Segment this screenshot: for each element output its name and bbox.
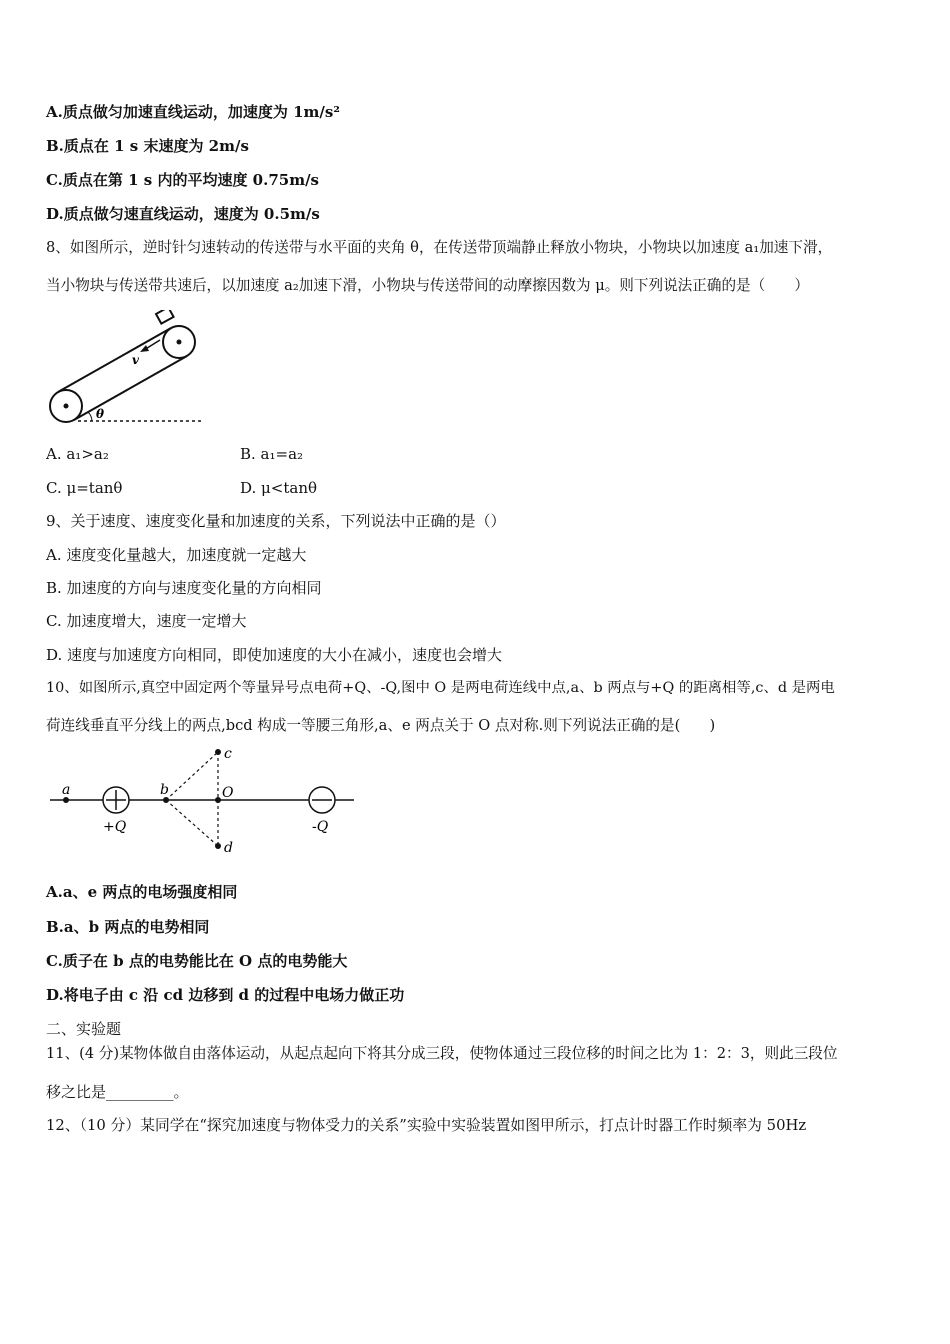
side-bd xyxy=(166,800,218,846)
conveyor-belt-figure xyxy=(44,310,204,430)
small-block xyxy=(156,310,174,324)
section-heading: 二、实验题 xyxy=(46,1020,122,1038)
q7-option-b: B.质点在 1 s 末速度为 2m/s xyxy=(46,137,249,155)
q8-stem-line2: 当小物块与传送带共速后，以加速度 a₂加速下滑，小物块与传送带间的动摩擦因数为 μ。则下列说法正确的是（ ） xyxy=(46,277,810,294)
q8-option-b: B. a₁=a₂ xyxy=(240,445,304,463)
label-d: d xyxy=(224,840,233,856)
side-bc xyxy=(166,752,218,800)
q10-option-b: B.a、b 两点的电势相同 xyxy=(46,918,210,936)
q8-stem-line1: 8、如图所示，逆时针匀速转动的传送带与水平面的夹角 θ，在传送带顶端静止释放小物块，小物块以加速度 a₁加速下滑， xyxy=(46,239,833,256)
q10-option-d: D.将电子由 c 沿 cd 边移到 d 的过程中电场力做正功 xyxy=(46,986,405,1004)
q10-stem-line1: 10、如图所示,真空中固定两个等量异号点电荷+Q、-Q,图中 O 是两电荷连线中点,a、b 两点与+Q 的距离相等,c、d 是两电 xyxy=(46,680,835,696)
belt-top xyxy=(58,328,171,392)
q8-option-c: C. μ=tanθ xyxy=(46,479,123,497)
q9-option-c: C. 加速度增大，速度一定增大 xyxy=(46,612,247,630)
q7-option-c: C.质点在第 1 s 内的平均速度 0.75m/s xyxy=(46,171,319,189)
q7-option-a: A.质点做匀加速直线运动，加速度为 1m/s² xyxy=(46,103,340,121)
q10-option-c: C.质子在 b 点的电势能比在 O 点的电势能大 xyxy=(46,952,348,970)
q8-option-a: A. a₁>a₂ xyxy=(46,445,109,463)
q12-stem-line1: 12、（10 分）某同学在“探究加速度与物体受力的关系”实验中实验装置如图甲所示，打点计时器工作时频率为 50Hz xyxy=(46,1117,807,1134)
q11-stem-line2: 移之比是_________。 xyxy=(46,1083,189,1101)
label-a: a xyxy=(62,782,71,798)
label-o: O xyxy=(222,785,234,801)
belt-bottom xyxy=(74,356,187,420)
angle-label: θ xyxy=(96,407,105,421)
q9-option-d: D. 速度与加速度方向相同，即使加速度的大小在减小，速度也会增大 xyxy=(46,646,503,664)
q9-option-a: A. 速度变化量越大，加速度就一定越大 xyxy=(46,546,307,564)
q10-option-a: A.a、e 两点的电场强度相同 xyxy=(46,883,238,901)
velocity-arrow xyxy=(140,345,149,352)
label-b: b xyxy=(160,782,169,798)
q9-stem: 9、关于速度、速度变化量和加速度的关系，下列说法中正确的是（） xyxy=(46,512,506,530)
label-minus-q: -Q xyxy=(312,819,329,835)
velocity-label: v xyxy=(132,353,139,367)
label-c: c xyxy=(224,746,232,762)
label-plus-q: +Q xyxy=(103,819,127,835)
q10-stem-line2: 荷连线垂直平分线上的两点,bcd 构成一等腰三角形,a、e 两点关于 O 点对称.则下列说法正确的是( ) xyxy=(46,717,716,734)
q11-stem-line1: 11、(4 分)某物体做自由落体运动，从起点起向下将其分成三段，使物体通过三段位移的时间之比为 1：2：3，则此三段位 xyxy=(46,1045,838,1062)
charges-figure xyxy=(46,742,366,860)
q8-option-d: D. μ<tanθ xyxy=(240,479,318,497)
q9-option-b: B. 加速度的方向与速度变化量的方向相同 xyxy=(46,579,322,597)
q7-option-d: D.质点做匀速直线运动，速度为 0.5m/s xyxy=(46,205,320,223)
